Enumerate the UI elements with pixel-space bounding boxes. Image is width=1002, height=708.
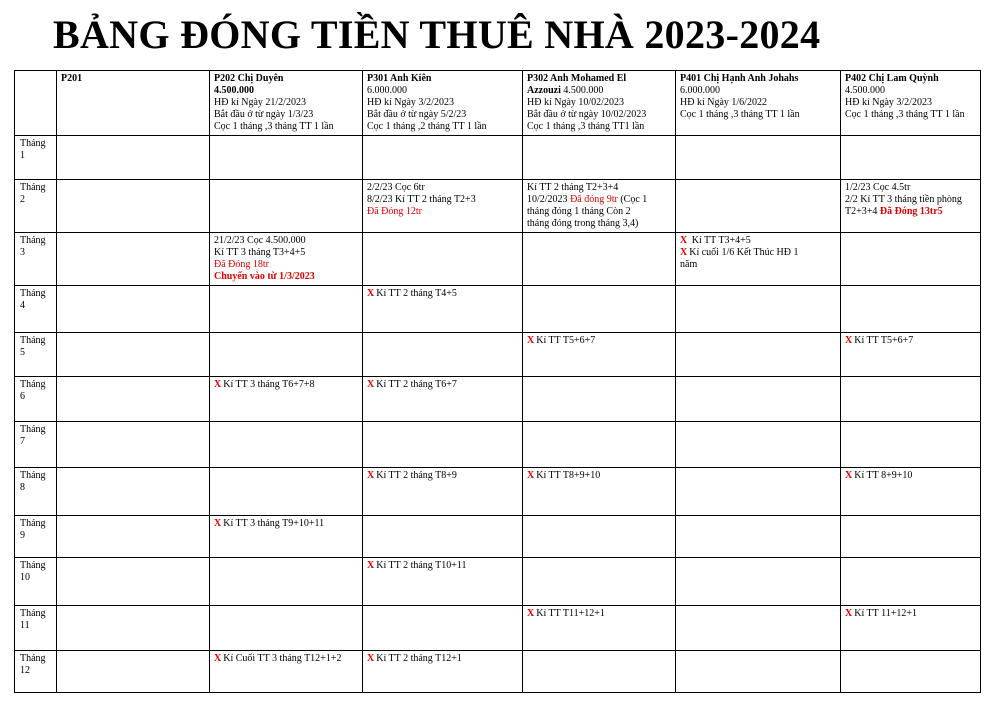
- month-row: [15, 468, 981, 516]
- cell-text: năm: [680, 259, 698, 270]
- cell-line: [367, 97, 518, 109]
- cell-line: [680, 235, 836, 247]
- cell-text: P202 Chị Duyên: [214, 73, 284, 84]
- payment-cell: [676, 516, 841, 558]
- payment-cell: [523, 377, 676, 422]
- payment-cell: [57, 516, 210, 558]
- x-mark-icon: X: [367, 653, 375, 664]
- cell-text: Kí TT 2 tháng T8+9: [376, 470, 457, 481]
- cell-line: [845, 608, 976, 620]
- cell-text: Kí TT 8+9+10: [854, 470, 913, 481]
- room-header: [210, 71, 363, 136]
- corner-cell: [15, 71, 57, 136]
- month-label-text: 4: [20, 300, 25, 311]
- payment-cell: [57, 377, 210, 422]
- cell-text-part: 4.500.000: [560, 85, 604, 96]
- cell-text: Cọc 1 tháng ,3 tháng TT 1 lần: [845, 109, 965, 120]
- payment-cell: [676, 606, 841, 651]
- cell-line: [845, 335, 976, 347]
- payment-cell: [676, 333, 841, 377]
- cell-line: [527, 97, 671, 109]
- payment-cell: [57, 468, 210, 516]
- cell-text: 4.500.000: [845, 85, 885, 96]
- cell-text: Kí TT 3 tháng T6+7+8: [223, 379, 315, 390]
- payment-cell: [210, 377, 363, 422]
- cell-line: [527, 85, 671, 97]
- x-mark-icon: X: [845, 470, 853, 481]
- page-title: BẢNG ĐÓNG TIỀN THUÊ NHÀ 2023-2024: [53, 12, 821, 57]
- x-mark-icon: X: [367, 560, 375, 571]
- x-mark-icon: X: [680, 235, 688, 246]
- x-mark-icon: X: [367, 379, 375, 390]
- cell-line: [214, 235, 358, 247]
- payment-cell: [57, 136, 210, 180]
- rent-table: [14, 70, 981, 693]
- cell-text: Kí TT 2 tháng T2+3+4: [527, 182, 619, 193]
- month-label-text: Tháng: [20, 608, 46, 619]
- month-label-text: 2: [20, 194, 25, 205]
- cell-line: [367, 182, 518, 194]
- payment-cell: [363, 606, 523, 651]
- cell-text: Kí Cuối TT 3 tháng T12+1+2: [223, 653, 342, 664]
- cell-text: HĐ kí Ngày 3/2/2023: [845, 97, 932, 108]
- payment-cell: [57, 286, 210, 333]
- month-row: [15, 180, 981, 233]
- cell-line: [527, 182, 671, 194]
- cell-line: [214, 73, 358, 85]
- cell-line: [367, 653, 518, 665]
- cell-text: 6.000.000: [680, 85, 720, 96]
- payment-cell: [676, 136, 841, 180]
- month-label-text: Tháng: [20, 470, 46, 481]
- payment-cell: [676, 180, 841, 233]
- payment-cell: [523, 333, 676, 377]
- payment-cell: [676, 286, 841, 333]
- payment-cell: [523, 606, 676, 651]
- cell-line: [214, 121, 358, 133]
- header-row: [15, 71, 981, 136]
- payment-cell: [841, 516, 981, 558]
- cell-line: [367, 109, 518, 121]
- payment-cell: [841, 606, 981, 651]
- cell-line: [845, 194, 976, 206]
- cell-text: Kí TT T5+6+7: [536, 335, 596, 346]
- cell-text: 2/2 Kí TT 3 tháng tiền phòng: [845, 194, 962, 205]
- cell-line: [214, 85, 358, 97]
- cell-text: Đã Đóng 12tr: [367, 206, 422, 217]
- cell-text: Chuyển vào từ 1/3/2023: [214, 271, 315, 282]
- month-row: [15, 558, 981, 606]
- cell-line: [680, 247, 836, 259]
- payment-cell: [57, 558, 210, 606]
- cell-text: 1/2/23 Cọc 4.5tr: [845, 182, 911, 193]
- payment-cell: [523, 558, 676, 606]
- cell-text: Kí TT T5+6+7: [854, 335, 914, 346]
- cell-text: Kí TT 2 tháng T4+5: [376, 288, 457, 299]
- payment-cell: [210, 333, 363, 377]
- month-label-text: 7: [20, 436, 25, 447]
- payment-cell: [676, 651, 841, 693]
- payment-cell: [841, 468, 981, 516]
- cell-line: [214, 97, 358, 109]
- payment-cell: [676, 422, 841, 468]
- payment-cell: [210, 606, 363, 651]
- cell-line: [845, 470, 976, 482]
- x-mark-icon: X: [527, 608, 535, 619]
- cell-text: Bắt đầu ở từ ngày 5/2/23: [367, 109, 467, 120]
- month-row: [15, 422, 981, 468]
- payment-cell: [210, 422, 363, 468]
- month-label-text: 3: [20, 247, 25, 258]
- month-label: [15, 606, 57, 651]
- month-label-text: Tháng: [20, 379, 46, 390]
- cell-line: [367, 206, 518, 218]
- payment-cell: [363, 377, 523, 422]
- payment-cell: [841, 286, 981, 333]
- month-row: [15, 516, 981, 558]
- payment-cell: [523, 233, 676, 286]
- payment-cell: [363, 333, 523, 377]
- cell-text: HĐ kí Ngày 3/2/2023: [367, 97, 454, 108]
- cell-text: Kí TT 3 tháng T9+10+11: [223, 518, 325, 529]
- cell-text: Kí cuối 1/6 Kết Thúc HĐ 1: [689, 247, 799, 258]
- cell-text: Đã Đóng 18tr: [214, 259, 269, 270]
- month-row: [15, 377, 981, 422]
- month-label-text: Tháng: [20, 653, 46, 664]
- payment-cell: [841, 558, 981, 606]
- month-label: [15, 468, 57, 516]
- cell-text: Bắt đầu ở từ ngày 10/02/2023: [527, 109, 647, 120]
- month-label: [15, 651, 57, 693]
- x-mark-icon: X: [845, 335, 853, 346]
- cell-line: [214, 247, 358, 259]
- cell-line: [845, 109, 976, 121]
- cell-text: 6.000.000: [367, 85, 407, 96]
- payment-cell: [210, 468, 363, 516]
- payment-cell: [523, 422, 676, 468]
- cell-text: Cọc 1 tháng ,3 tháng TT1 lần: [527, 121, 645, 132]
- cell-line: [680, 97, 836, 109]
- cell-line: [527, 121, 671, 133]
- payment-cell: [210, 233, 363, 286]
- cell-text: tháng đóng trong tháng 3,4): [527, 218, 639, 229]
- cell-text: Kí TT T8+9+10: [536, 470, 601, 481]
- month-label: [15, 180, 57, 233]
- cell-line: [527, 206, 671, 218]
- cell-line: [367, 470, 518, 482]
- payment-cell: [523, 180, 676, 233]
- cell-line: [527, 608, 671, 620]
- cell-line: [845, 85, 976, 97]
- cell-text: Kí TT 2 tháng T6+7: [376, 379, 457, 390]
- cell-text: Bắt đầu ở từ ngày 1/3/23: [214, 109, 314, 120]
- cell-text-part: (Cọc 1: [617, 194, 648, 205]
- payment-cell: [57, 651, 210, 693]
- month-row: [15, 233, 981, 286]
- payment-cell: [523, 468, 676, 516]
- month-label-text: 12: [20, 665, 30, 676]
- x-mark-icon: X: [214, 653, 222, 664]
- cell-line: [367, 194, 518, 206]
- payment-cell: [841, 136, 981, 180]
- payment-cell: [363, 558, 523, 606]
- cell-line: [214, 518, 358, 530]
- month-label-text: Tháng: [20, 424, 46, 435]
- x-mark-icon: X: [367, 288, 375, 299]
- cell-line: [845, 182, 976, 194]
- x-mark-icon: X: [214, 518, 222, 529]
- payment-cell: [523, 516, 676, 558]
- month-label-text: 5: [20, 347, 25, 358]
- payment-cell: [363, 180, 523, 233]
- cell-text: 2/2/23 Cọc 6tr: [367, 182, 425, 193]
- cell-line: [527, 73, 671, 85]
- cell-text-part: 10/2/2023: [527, 194, 571, 205]
- x-mark-icon: X: [527, 470, 535, 481]
- payment-cell: [523, 136, 676, 180]
- month-label-text: Tháng: [20, 288, 46, 299]
- payment-cell: [841, 233, 981, 286]
- month-label-text: 1: [20, 150, 25, 161]
- month-label: [15, 333, 57, 377]
- payment-cell: [210, 286, 363, 333]
- month-label: [15, 558, 57, 606]
- cell-text: HĐ kí Ngày 21/2/2023: [214, 97, 306, 108]
- cell-line: [367, 73, 518, 85]
- month-label-text: 9: [20, 530, 25, 541]
- cell-text: P201: [61, 73, 83, 84]
- cell-line: [367, 288, 518, 300]
- cell-line: [214, 653, 358, 665]
- cell-line: [61, 73, 205, 85]
- room-header: [57, 71, 210, 136]
- payment-cell: [676, 558, 841, 606]
- month-label: [15, 136, 57, 180]
- cell-text: 8/2/23 Kí TT 2 tháng T2+3: [367, 194, 476, 205]
- payment-cell: [210, 558, 363, 606]
- payment-cell: [57, 333, 210, 377]
- cell-text: tháng đóng 1 tháng Còn 2: [527, 206, 631, 217]
- cell-text: HĐ kí Ngày 1/6/2022: [680, 97, 767, 108]
- cell-line: [680, 73, 836, 85]
- payment-cell: [57, 180, 210, 233]
- cell-text: Cọc 1 tháng ,2 tháng TT 1 lần: [367, 121, 487, 132]
- cell-text-part: Đã Đóng 13tr5: [879, 206, 943, 217]
- cell-line: [214, 379, 358, 391]
- payment-cell: [57, 233, 210, 286]
- payment-cell: [363, 286, 523, 333]
- payment-cell: [57, 606, 210, 651]
- cell-text: Kí TT T11+12+1: [536, 608, 605, 619]
- cell-text: Cọc 1 tháng ,3 tháng TT 1 lần: [214, 121, 334, 132]
- cell-line: [527, 109, 671, 121]
- cell-text-part: Đã đóng 9tr: [570, 194, 618, 205]
- payment-cell: [841, 333, 981, 377]
- cell-text: P302 Anh Mohamed El: [527, 73, 627, 84]
- cell-text: 4.500.000: [214, 85, 254, 96]
- cell-line: [214, 259, 358, 271]
- cell-line: [845, 73, 976, 85]
- cell-text: Cọc 1 tháng ,3 tháng TT 1 lần: [680, 109, 800, 120]
- cell-line: [367, 85, 518, 97]
- month-label-text: 10: [20, 572, 30, 583]
- month-row: [15, 286, 981, 333]
- payment-cell: [841, 651, 981, 693]
- cell-line: [367, 560, 518, 572]
- cell-text-part: Azzouzi: [527, 85, 561, 96]
- cell-line: [680, 259, 836, 271]
- month-label: [15, 377, 57, 422]
- room-header: [676, 71, 841, 136]
- payment-cell: [363, 651, 523, 693]
- month-label: [15, 233, 57, 286]
- room-header: [523, 71, 676, 136]
- cell-text: Kí TT 2 tháng T12+1: [376, 653, 462, 664]
- room-header: [363, 71, 523, 136]
- cell-line: [680, 109, 836, 121]
- month-label-text: 11: [20, 620, 30, 631]
- room-header: [841, 71, 981, 136]
- month-label-text: Tháng: [20, 235, 46, 246]
- month-row: [15, 651, 981, 693]
- payment-cell: [676, 377, 841, 422]
- month-label: [15, 516, 57, 558]
- x-mark-icon: X: [845, 608, 853, 619]
- x-mark-icon: X: [214, 379, 222, 390]
- payment-cell: [523, 286, 676, 333]
- payment-cell: [363, 468, 523, 516]
- cell-text-part: T2+3+4: [845, 206, 880, 217]
- month-label-text: Tháng: [20, 138, 46, 149]
- cell-line: [527, 194, 671, 206]
- cell-text: HĐ kí Ngày 10/02/2023: [527, 97, 624, 108]
- payment-cell: [363, 136, 523, 180]
- cell-line: [527, 335, 671, 347]
- payment-cell: [210, 180, 363, 233]
- cell-line: [214, 271, 358, 283]
- cell-text: Kí TT 3 tháng T3+4+5: [214, 247, 306, 258]
- cell-line: [845, 206, 976, 218]
- payment-cell: [210, 136, 363, 180]
- month-label-text: 8: [20, 482, 25, 493]
- payment-cell: [841, 377, 981, 422]
- payment-cell: [841, 422, 981, 468]
- payment-cell: [363, 422, 523, 468]
- payment-cell: [210, 651, 363, 693]
- cell-text: P402 Chị Lam Quỳnh: [845, 73, 939, 84]
- cell-line: [845, 97, 976, 109]
- cell-text: Kí TT 11+12+1: [854, 608, 917, 619]
- payment-cell: [363, 516, 523, 558]
- payment-cell: [363, 233, 523, 286]
- month-label: [15, 286, 57, 333]
- cell-line: [527, 470, 671, 482]
- payment-cell: [57, 422, 210, 468]
- cell-line: [367, 121, 518, 133]
- x-mark-icon: X: [367, 470, 375, 481]
- payment-cell: [523, 651, 676, 693]
- x-mark-icon: X: [680, 247, 688, 258]
- cell-line: [214, 109, 358, 121]
- payment-cell: [841, 180, 981, 233]
- payment-cell: [676, 468, 841, 516]
- cell-line: [680, 85, 836, 97]
- cell-text: Kí TT T3+4+5: [689, 235, 751, 246]
- month-label-text: Tháng: [20, 182, 46, 193]
- month-label-text: 6: [20, 391, 25, 402]
- cell-text: 21/2/23 Cọc 4.500.000: [214, 235, 306, 246]
- month-label-text: Tháng: [20, 518, 46, 529]
- payment-cell: [676, 233, 841, 286]
- payment-cell: [210, 516, 363, 558]
- cell-line: [527, 218, 671, 230]
- cell-text: P401 Chị Hạnh Anh Johahs: [680, 73, 799, 84]
- month-label-text: Tháng: [20, 560, 46, 571]
- month-row: [15, 136, 981, 180]
- month-row: [15, 333, 981, 377]
- month-label: [15, 422, 57, 468]
- month-label-text: Tháng: [20, 335, 46, 346]
- cell-line: [367, 379, 518, 391]
- x-mark-icon: X: [527, 335, 535, 346]
- cell-text: Kí TT 2 tháng T10+11: [376, 560, 467, 571]
- cell-text: P301 Anh Kiên: [367, 73, 432, 84]
- month-row: [15, 606, 981, 651]
